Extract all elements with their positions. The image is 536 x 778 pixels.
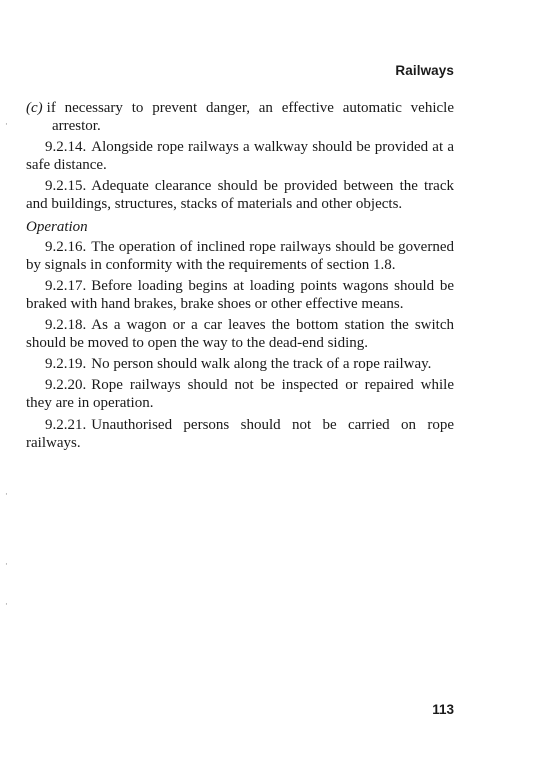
scan-margin-mark: · — [5, 120, 8, 130]
paragraph-text: Adequate clearance should be provided between the track and buildings, structures, stacks of materials and other objects. — [26, 178, 454, 213]
paragraph-text: Unauthorised persons should not be carried on rope railways. — [26, 416, 454, 451]
page-body — [26, 99, 454, 455]
paragraph-9-2-17 — [26, 277, 454, 313]
section-heading: Operation — [26, 218, 88, 235]
paragraph-9-2-16 — [26, 238, 454, 274]
paragraph-number: 9.2.20. — [45, 377, 87, 394]
paragraph-text: Rope railways should not be inspected or repaired while they are in operation. — [26, 377, 454, 412]
scan-margin-mark: · — [5, 490, 8, 500]
paragraph-text: Alongside rope railways a walkway should be provided at a safe distance. — [26, 139, 454, 174]
running-head: Railways — [395, 63, 454, 78]
paragraph-text: Before loading begins at loading points wagons should be braked with hand brakes, brake shoes or other effective means. — [26, 277, 454, 312]
paragraph-9-2-15 — [26, 177, 454, 213]
paragraph-number: 9.2.14. — [45, 139, 87, 156]
paragraph-number: 9.2.16. — [45, 238, 87, 255]
paragraph-number: 9.2.19. — [45, 356, 87, 373]
paragraph-number: 9.2.15. — [45, 178, 87, 195]
paragraph-number: 9.2.18. — [45, 317, 87, 334]
scan-margin-mark: · — [5, 600, 8, 610]
list-item-c — [26, 99, 454, 135]
paragraph-9-2-21 — [26, 416, 454, 452]
paragraph-number: 9.2.21. — [45, 416, 87, 433]
paragraph-number: 9.2.17. — [45, 277, 87, 294]
list-marker: (c) — [26, 100, 43, 116]
paragraph-9-2-20 — [26, 376, 454, 412]
paragraph-9-2-14 — [26, 138, 454, 174]
paragraph-9-2-19 — [26, 355, 454, 373]
paragraph-text: The operation of inclined rope railways should be governed by signals in conformity with the requirements of section 1.8. — [26, 238, 454, 273]
paragraph-text: No person should walk along the track of a rope railway. — [91, 356, 432, 373]
paragraph-9-2-18 — [26, 316, 454, 352]
scan-margin-mark: · — [5, 560, 8, 570]
paragraph-text: As a wagon or a car leaves the bottom station the switch should be moved to open the way to the dead-end siding. — [26, 317, 454, 352]
list-item-text: if necessary to prevent danger, an effective automatic vehicle arrestor. — [46, 100, 454, 135]
page-number: 113 — [432, 702, 454, 717]
